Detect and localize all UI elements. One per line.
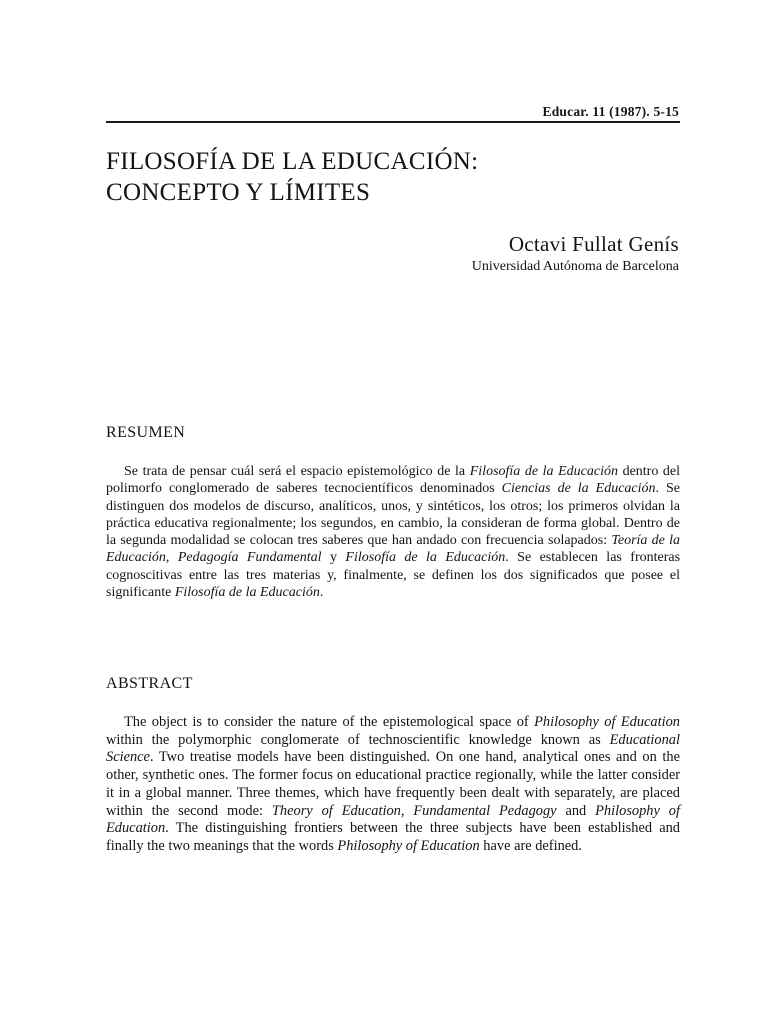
author-affiliation: Universidad Autónoma de Barcelona [471,259,679,274]
resumen-text-2: dentro del polimorfo conglomerado de saberes tecnocientíficos denominados [106,464,681,497]
article-title [106,146,680,208]
abstract-text-0: The object is to consider the nature of the epistemological space of [124,714,535,730]
resumen-italic-term: Filosofía de la Educación [469,464,618,479]
resumen-italic-term: Teoría de la Educación [106,533,681,566]
resumen-italic-term: Filosofía de la Educación [174,585,320,601]
abstract-italic-term: Educational Science [106,731,680,766]
author-name: Octavi Fullat Genís [508,232,679,256]
resumen-text-6: , [165,550,178,566]
resumen-text-4: . Se distinguen dos modelos de discurso, analíticos, unos, y sintéticos, los otros; los primeros olvidan la práctica educativa regionalmente; los segundos, en cambio, la consideran de forma global. Dentro de la segunda modalidad se colocan tres saberes que han andado con frecuencia solapados: [106,481,681,549]
resumen-heading: RESUMEN [106,424,186,441]
article-title-line-1: FILOSOFÍA DE LA EDUCACIÓN: [106,148,479,175]
abstract-italic-term: Philosophy of Education [106,802,680,837]
abstract-text-2: within the polymorphic conglomerate of technoscientific knowledge known as [106,731,610,748]
resumen-text-12: . [319,585,324,601]
resumen-italic-term: Ciencias de la Educación [501,481,656,497]
resumen-italic-term: Pedagogía Fundamental [177,550,322,566]
resumen-paragraph [106,463,680,601]
abstract-heading: ABSTRACT [106,675,193,692]
abstract-paragraph [106,714,680,856]
abstract-italic-term: Philosophy of Education [534,714,680,730]
abstract-italic-term: Theory of Education [271,802,401,819]
abstract-text-8: and [556,802,596,819]
abstract-text-6: , [400,802,414,819]
abstract-italic-term: Fundamental Pedagogy [413,802,557,819]
header-rule [106,121,680,123]
resumen-italic-term: Filosofía de la Educación [345,550,506,566]
resumen-text-10: . Se establecen las fronteras cognoscitivas entre las tres materias y, finalmente, se definen los dos significados que posee el significante [106,550,681,601]
article-title-line-2: CONCEPTO Y LÍMITES [106,179,371,206]
abstract-text-4: . Two treatise models have been distinguished. On one hand, analytical ones and on the other, synthetic ones. The former focus on educational practice regionally, while the latter consider it in a global manner. Three themes, which have frequently been dealt with separately, are placed within the second mode: [106,749,680,819]
resumen-text-8: y [321,550,346,566]
abstract-text-12: have are defined. [479,837,582,854]
resumen-text-0: Se trata de pensar cuál será el espacio epistemológico de la [124,464,470,479]
journal-reference: Educar. 11 (1987). 5-15 [542,104,679,119]
abstract-italic-term: Philosophy of Education [337,837,480,854]
abstract-text-10: . The distinguishing frontiers between the three subjects have been established and finally the two meanings that the words [106,820,680,854]
